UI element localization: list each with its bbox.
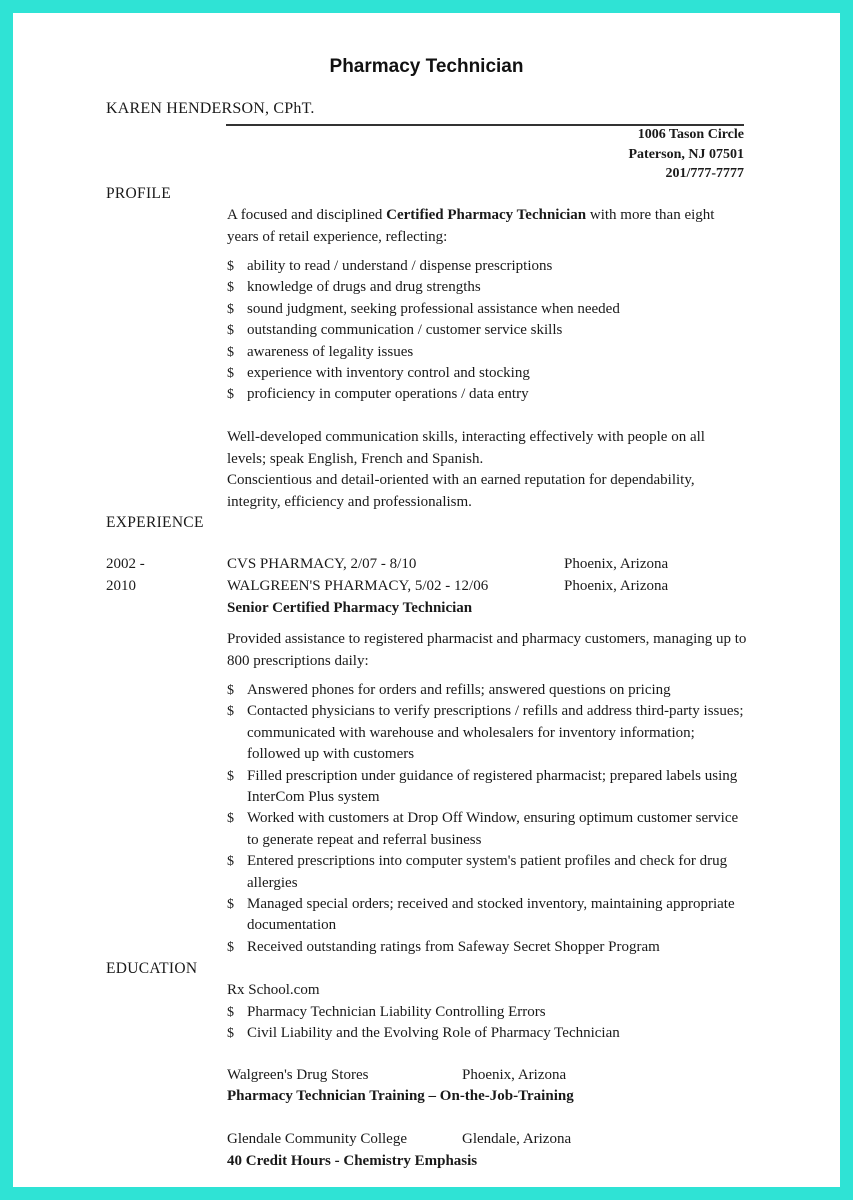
education-school-3-program: 40 Credit Hours - Chemistry Emphasis bbox=[227, 1153, 478, 1169]
experience-years-start: 2002 - bbox=[106, 556, 145, 572]
bullet-symbol: $ bbox=[227, 704, 234, 720]
bullet-text: ability to read / understand / dispense prescriptions bbox=[247, 258, 553, 274]
bullet-text: Pharmacy Technician Liability Controlling Errors bbox=[247, 1004, 546, 1020]
section-heading-education: EDUCATION bbox=[106, 960, 198, 977]
education-school-2-location: Phoenix, Arizona bbox=[462, 1067, 567, 1083]
profile-intro-post: with more than eight years of retail experience, reflecting: bbox=[227, 207, 715, 245]
bullet-text: knowledge of drugs and drug strengths bbox=[247, 279, 481, 296]
bullet-symbol: $ bbox=[227, 259, 234, 274]
job-location-1: Phoenix, Arizona bbox=[564, 556, 669, 572]
bullet-text: outstanding communication / customer service skills bbox=[247, 322, 563, 339]
bullet-item bbox=[227, 256, 747, 277]
bullet-item bbox=[227, 1023, 747, 1044]
bullet-text: Civil Liability and the Evolving Role of Pharmacy Technician bbox=[247, 1025, 620, 1042]
address-phone: 201/777-7777 bbox=[665, 166, 744, 181]
bullet-text: sound judgment, seeking professional assistance when needed bbox=[247, 300, 620, 317]
education-bullet-list bbox=[227, 1002, 747, 1045]
experience-summary: Provided assistance to registered pharmacist and pharmacy customers, managing up to 800 prescriptions daily: bbox=[227, 631, 747, 669]
education-school-2: Walgreen's Drug Stores bbox=[227, 1067, 369, 1083]
bullet-text: Filled prescription under guidance of registered pharmacist; prepared labels using InterCom Plus system bbox=[247, 767, 738, 806]
bullet-item bbox=[227, 680, 747, 701]
bullet-symbol: $ bbox=[227, 366, 234, 382]
bullet-symbol: $ bbox=[227, 1026, 234, 1042]
address-city: Paterson, NJ 07501 bbox=[628, 147, 744, 162]
bullet-text: proficiency in computer operations / data entry bbox=[247, 386, 529, 403]
candidate-name: KAREN HENDERSON, CPhT. bbox=[106, 100, 315, 117]
job-employer-2: WALGREEN'S PHARMACY, 5/02 - 12/06 bbox=[227, 578, 489, 594]
education-school-3-location: Glendale, Arizona bbox=[462, 1131, 572, 1147]
bullet-item bbox=[227, 851, 747, 894]
bullet-item bbox=[227, 1002, 747, 1023]
header-divider bbox=[226, 124, 744, 126]
education-school-3: Glendale Community College bbox=[227, 1131, 407, 1147]
bullet-item bbox=[227, 384, 747, 405]
bullet-item bbox=[227, 320, 747, 341]
page-title: Pharmacy Technician bbox=[329, 56, 524, 77]
bullet-text: Worked with customers at Drop Off Window, ensuring optimum customer service to generate repeat and referral business bbox=[247, 810, 739, 848]
bullet-item bbox=[227, 808, 747, 851]
profile-bullet-list bbox=[227, 256, 747, 406]
experience-bullet-list bbox=[227, 680, 747, 958]
bullet-text: Managed special orders; received and stocked inventory, maintaining appropriate documentation bbox=[247, 896, 735, 934]
bullet-symbol: $ bbox=[227, 897, 234, 913]
job-role: Senior Certified Pharmacy Technician bbox=[227, 600, 473, 616]
bullet-symbol: $ bbox=[227, 301, 234, 317]
bullet-text: awareness of legality issues bbox=[247, 343, 414, 360]
bullet-item bbox=[227, 766, 747, 809]
profile-paragraph-2: Conscientious and detail-oriented with an earned reputation for dependability, integrity, efficiency and professionalism. bbox=[227, 472, 695, 510]
bullet-text: Received outstanding ratings from Safeway Secret Shopper Program bbox=[247, 938, 660, 955]
bullet-symbol: $ bbox=[227, 280, 234, 296]
bullet-symbol: $ bbox=[227, 344, 234, 360]
profile-intro-bold: Certified Pharmacy Technician bbox=[386, 207, 587, 223]
education-school-2-program: Pharmacy Technician Training – On-the-Job-Training bbox=[227, 1088, 574, 1104]
section-heading-profile: PROFILE bbox=[106, 185, 171, 202]
address-street: 1006 Tason Circle bbox=[637, 127, 744, 142]
bullet-symbol: $ bbox=[227, 683, 234, 698]
bullet-symbol: $ bbox=[227, 854, 234, 870]
bullet-item bbox=[227, 937, 747, 958]
job-location-2: Phoenix, Arizona bbox=[564, 578, 669, 594]
profile-intro-pre: A focused and disciplined bbox=[227, 207, 387, 223]
profile-paragraph-1: Well-developed communication skills, interacting effectively with people on all levels; speak English, French and Spanish. bbox=[227, 429, 705, 467]
bullet-item bbox=[227, 342, 747, 363]
section-heading-experience: EXPERIENCE bbox=[106, 514, 204, 531]
profile-intro bbox=[227, 205, 747, 248]
education-school-1: Rx School.com bbox=[227, 982, 320, 998]
bullet-text: Contacted physicians to verify prescriptions / refills and address third-party issues; communicated with warehouse and wholesalers for inventory information; followed up with customers bbox=[247, 703, 744, 763]
bullet-symbol: $ bbox=[227, 939, 234, 955]
bullet-symbol: $ bbox=[227, 768, 234, 784]
bullet-item bbox=[227, 894, 747, 937]
bullet-text: experience with inventory control and stocking bbox=[247, 365, 530, 382]
bullet-symbol: $ bbox=[227, 387, 234, 403]
experience-years-end: 2010 bbox=[106, 578, 136, 594]
bullet-item bbox=[227, 701, 747, 765]
bullet-symbol: $ bbox=[227, 811, 234, 827]
bullet-symbol: $ bbox=[227, 323, 234, 339]
bullet-text: Entered prescriptions into computer system's patient profiles and check for drug allergies bbox=[247, 853, 728, 891]
bullet-text: Answered phones for orders and refills; answered questions on pricing bbox=[247, 682, 671, 698]
bullet-item bbox=[227, 363, 747, 384]
bullet-item bbox=[227, 299, 747, 320]
bullet-item bbox=[227, 277, 747, 298]
bullet-symbol: $ bbox=[227, 1005, 234, 1020]
job-employer-1: CVS PHARMACY, 2/07 - 8/10 bbox=[227, 556, 417, 572]
